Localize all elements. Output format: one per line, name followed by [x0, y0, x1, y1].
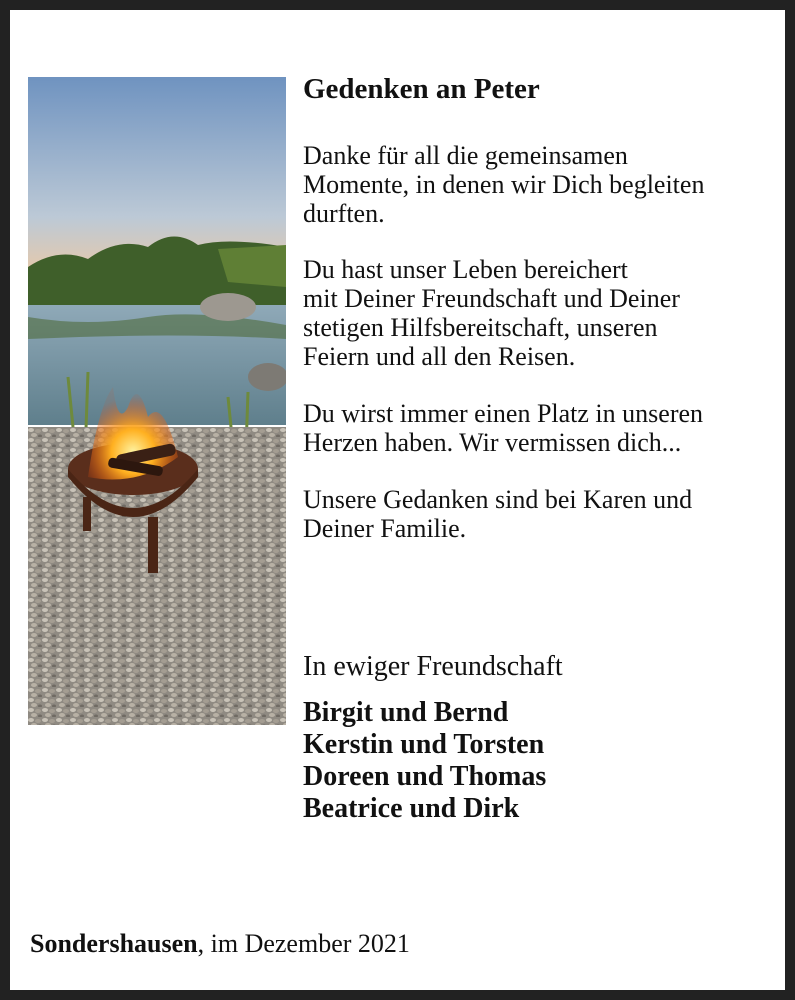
- signer-name: Kerstin und Torsten: [303, 729, 545, 760]
- text-line: Unsere Gedanken sind bei Karen und: [303, 485, 693, 514]
- text-line: durften.: [303, 199, 385, 228]
- place-date-line: [30, 928, 410, 960]
- text-line: mit Deiner Freundschaft und Deiner: [303, 284, 680, 313]
- text-line: Herzen haben. Wir vermissen dich...: [303, 428, 682, 457]
- notice-paragraph: [303, 399, 703, 457]
- signer-name: Beatrice und Dirk: [303, 793, 520, 824]
- notice-title: Gedenken an Peter: [303, 73, 540, 105]
- obituary-card: [10, 10, 785, 990]
- signer-list: [303, 697, 546, 825]
- notice-text: [303, 72, 773, 824]
- fire-pit-by-pond-photo: [28, 77, 286, 725]
- place-name: Sondershausen: [30, 929, 198, 958]
- text-line: Momente, in denen wir Dich begleiten: [303, 170, 705, 199]
- notice-paragraph: [303, 141, 704, 228]
- closing-line: In ewiger Freundschaft: [303, 651, 563, 682]
- text-line: Feiern und all den Reisen.: [303, 342, 576, 371]
- date-text: , im Dezember 2021: [197, 929, 410, 958]
- text-line: Du wirst immer einen Platz in unseren: [303, 399, 704, 428]
- signer-name: Birgit und Bernd: [303, 697, 509, 728]
- memorial-photo: [28, 77, 286, 725]
- text-line: Du hast unser Leben bereichert: [303, 255, 628, 284]
- signer-name: Doreen und Thomas: [303, 761, 547, 792]
- text-line: stetigen Hilfsbereitschaft, unseren: [303, 313, 658, 342]
- notice-paragraph: [303, 485, 692, 543]
- notice-paragraph: [303, 255, 680, 371]
- text-line: Danke für all die gemeinsamen: [303, 141, 628, 170]
- text-line: Deiner Familie.: [303, 514, 467, 543]
